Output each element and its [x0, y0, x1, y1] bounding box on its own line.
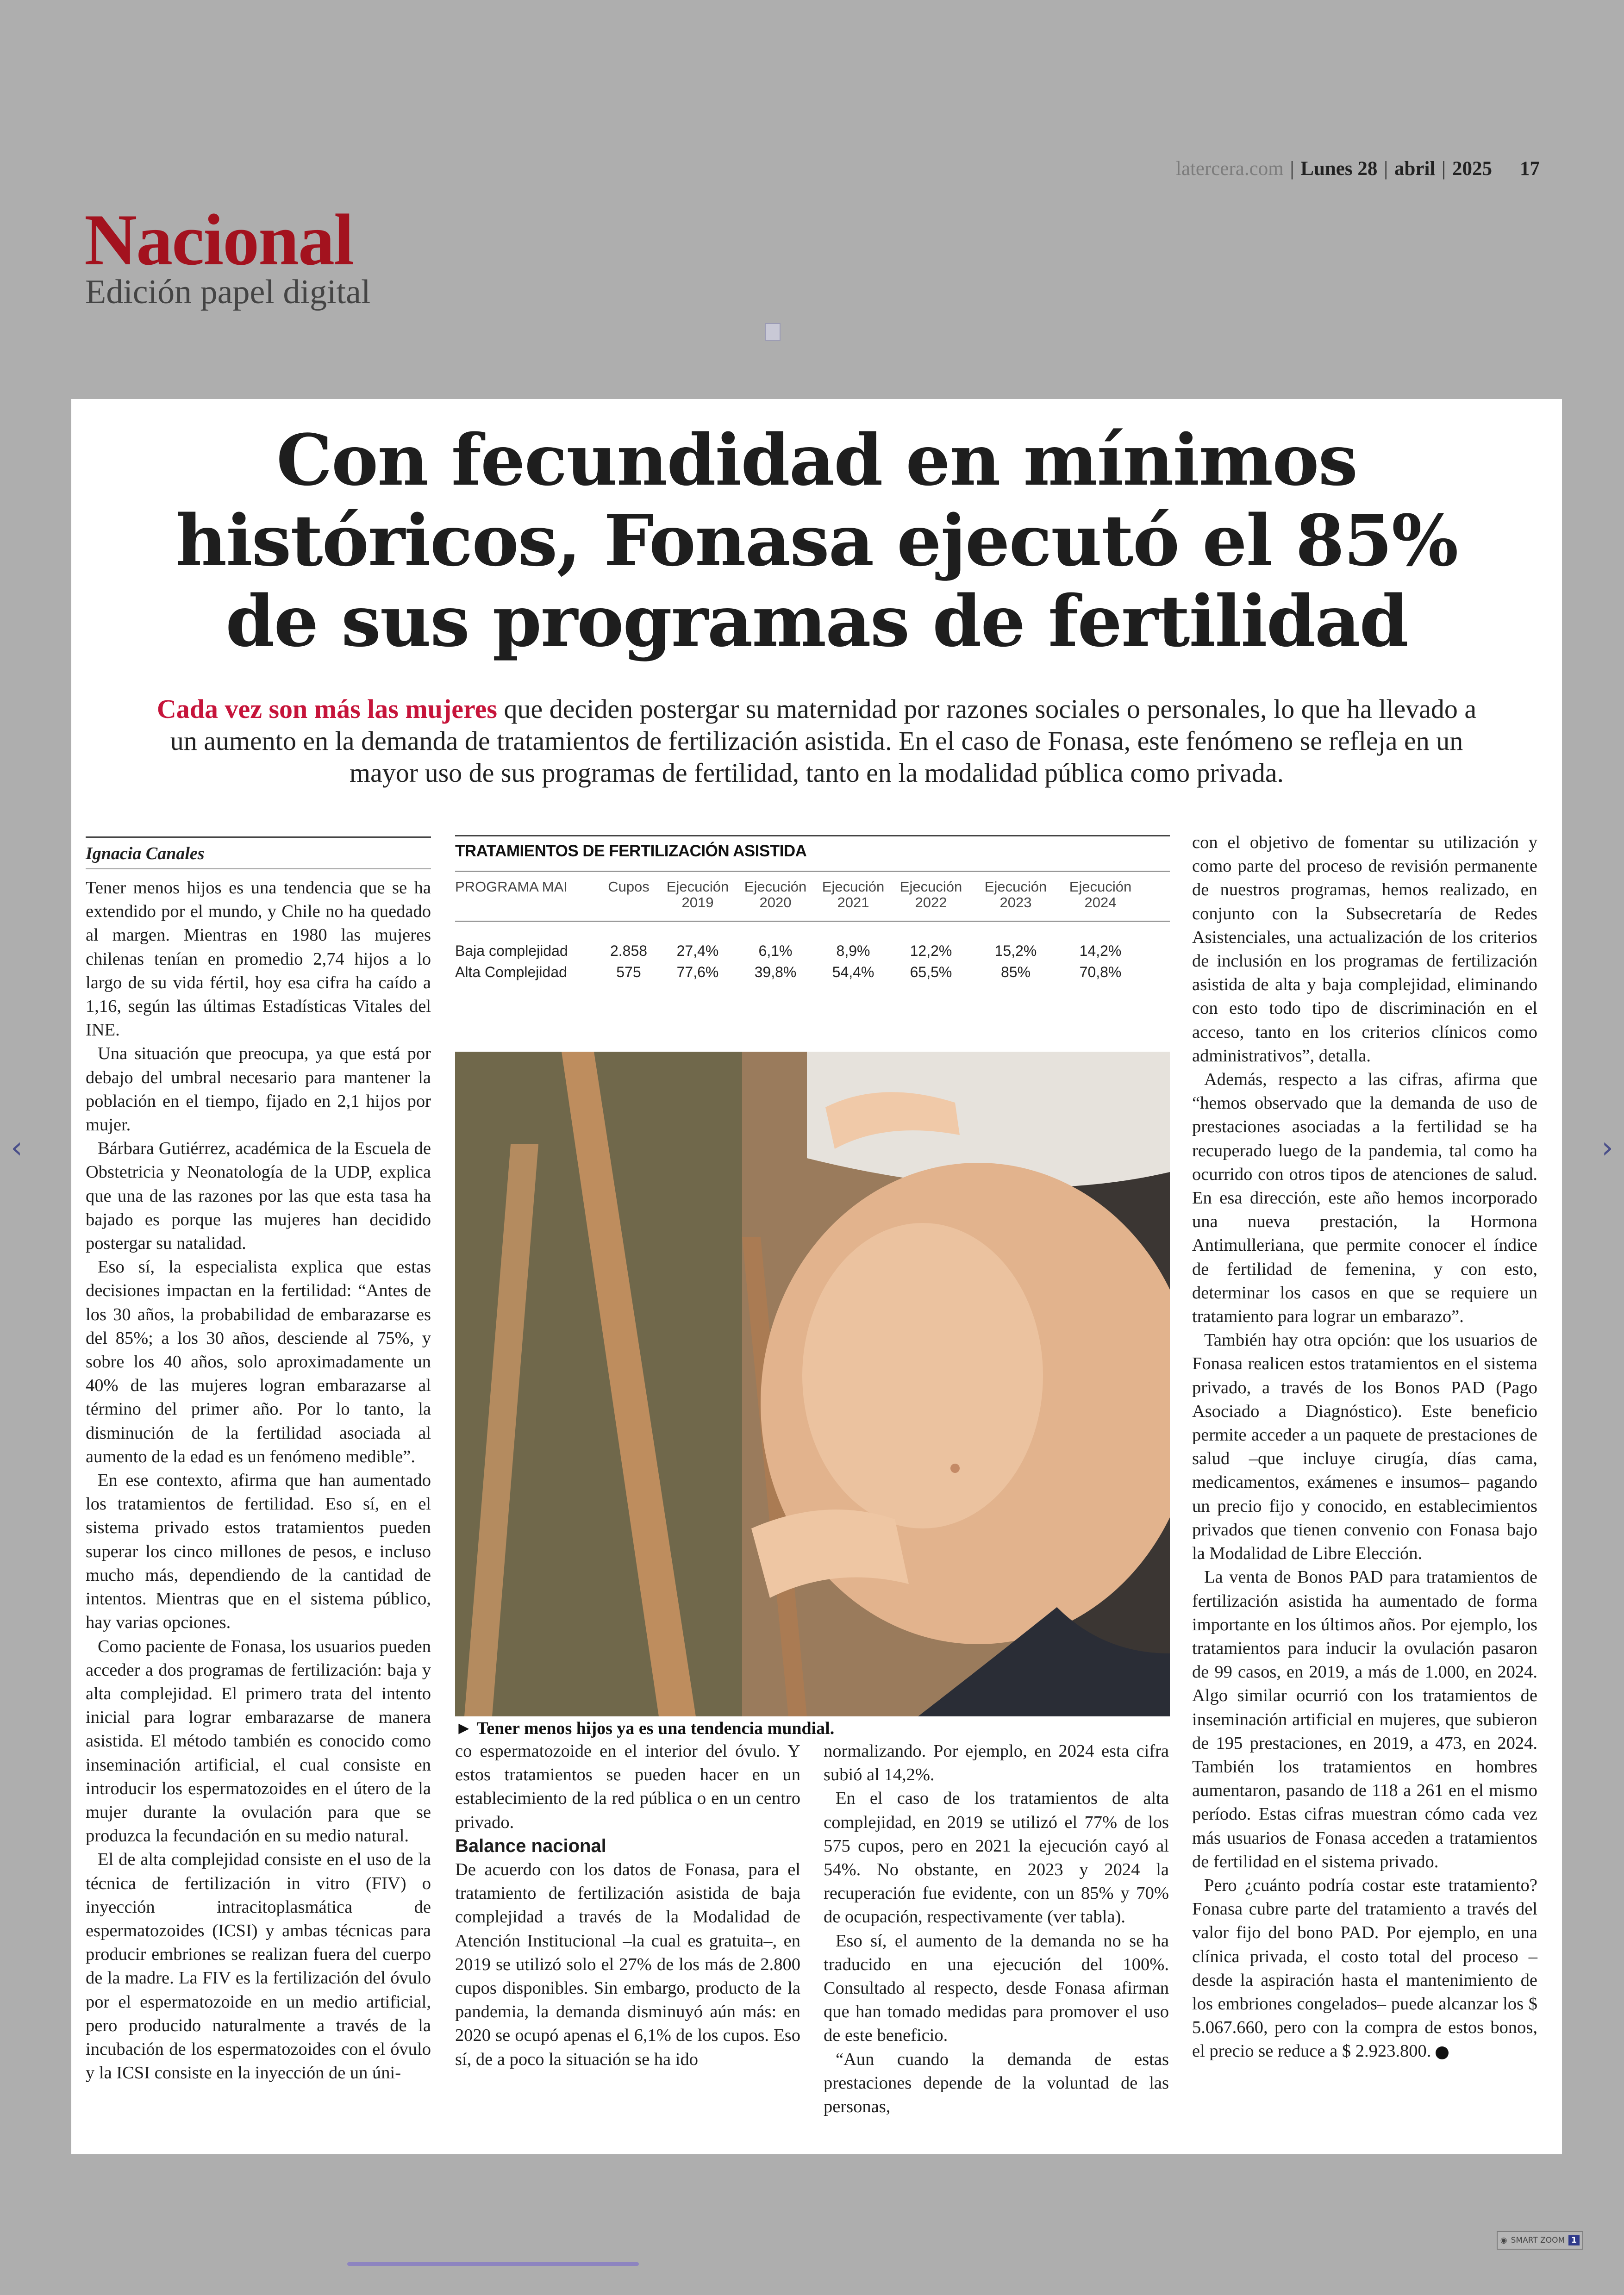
table-cell: 8,9% [836, 942, 870, 959]
table-cell: 39,8% [754, 964, 797, 980]
table-cell: 12,2% [910, 942, 952, 959]
paragraph: con el objetivo de fomentar su utilización y como parte del proceso de revisión permanente de nuestros programas, hemos realizado, en conjunto con la Subsecretaría de Redes Asistenciales, una actualización de los criterios de inclusión en los programas de fertilización asistida de alta y baja complejidad, eliminando con esto todo tipo de discriminación en el acceso, tanto en los criterios clínicos como administrativos”, detalla. [1192, 833, 1537, 1066]
site-name: latercera.com [1175, 158, 1284, 180]
article-column-1 [86, 876, 431, 2085]
issue-year: 2025 [1452, 158, 1492, 180]
paragraph: Eso sí, la especialista explica que estas decisiones impactan en la fertilidad: “Antes de los 30 años, la probabilidad de embarazarse es del 85%; a los 30 años, desciende al 75%, y sobre los 40 años, solo aproximadamente un 40% de las mujeres logran embarazarse al término del primer año. Por lo tanto, la disminución de la fertilidad asociada al aumento de la edad es un fenómeno medible”. [86, 1257, 431, 1466]
table-cell: 54,4% [832, 964, 874, 980]
table-cell: Baja complejidad [455, 942, 568, 959]
table-cell: 70,8% [1079, 964, 1122, 980]
table-cell: 27,4% [676, 942, 719, 959]
table-header-cell: Ejecución 2020 [744, 879, 807, 911]
smart-zoom-label: SMART ZOOM [1511, 2236, 1565, 2245]
edition-label: Edición papel digital [85, 273, 371, 311]
article-column-2 [455, 1740, 800, 2071]
table-cell: Alta Complejidad [455, 964, 567, 980]
paragraph: De acuerdo con los datos de Fonasa, para el tratamiento de fertilización asistida de baja complejidad a través de la Modalidad de Atención Institucional –la cual es gratuita–, en 2019 se utilizó solo el 27% de los más de 2.800 cupos disponibles. Sin embargo, producto de la pandemia, la demanda disminuyó aún más: en 2020 se ocupó apenas el 6,1% de los cupos. Eso sí, de a poco la situación se ha ido [455, 1860, 800, 2069]
paragraph: También hay otra opción: que los usuarios de Fonasa realicen estos tratamientos en el sistema privado, a través de los Bonos PAD (Pago Asociado a Diagnóstico). Este beneficio permite acceder a un paquete de prestaciones de salud –que incluye cirugía, días cama, medicamentos, exámenes e insumos– pagando un precio fijo y conocido, en establecimientos privados que tienen convenio con Fonasa bajo la Modalidad de Libre Elección. [1192, 1330, 1537, 1564]
page-scroll-progress[interactable] [347, 2262, 639, 2266]
paragraph: Además, respecto a las cifras, afirma que “hemos observado que la demanda de uso de prestaciones asociadas a la fertilidad se ha recuperado luego de la pandemia, tal como ha ocurrido con otros tipos de atenciones de salud. En esa dirección, este año hemos incorporado una nueva prestación, la Hormona Antimulleriana, que permite conocer el índice de fertilidad de femenina, y con esto, determinar los casos en que se requiere un tratamiento para lograr un embarazo”. [1192, 1070, 1537, 1327]
paragraph-text: Pero ¿cuánto podría costar este tratamiento? Fonasa cubre parte del tratamiento a través del valor fijo del bono PAD. Por ejemplo, en una clínica privada, el costo total del proceso –desde la aspiración hasta el mantenimiento de los embriones congelados– puede alcanzar los $ 5.067.660, pero con la compra de estos bonos, el precio se reduce a $ 2.923.800. [1192, 1875, 1537, 2061]
smart-zoom-badge: 1 [1568, 2235, 1580, 2245]
article-lead [145, 693, 1488, 789]
chevron-right-icon[interactable]: › [1601, 1131, 1613, 1165]
table-header-cell: Ejecución 2023 [984, 879, 1047, 911]
article-headline: Con fecundidad en mínimos históricos, Fonasa ejecutó el 85% de sus programas de fertilidad [175, 418, 1458, 662]
table-row [455, 938, 1170, 960]
lead-text: que deciden postergar su maternidad por razones sociales o personales, lo que ha llevado a un aumento en la demanda de tratamientos de fertilización asistida. En el caso de Fonasa, este fenómeno se refleja en un mayor uso de sus programas de fertilidad, tanto en la modalidad pública como privada. [170, 694, 1477, 788]
paragraph: Bárbara Gutiérrez, académica de la Escuela de Obstetricia y Neonatología de la UDP, explica que una de las razones por las que esta tasa ha bajado es porque las mujeres han decidido postergar su natalidad. [86, 1139, 431, 1254]
photo-caption: ► Tener menos hijos ya es una tendencia mundial. [455, 1719, 835, 1738]
paragraph: co espermatozoide en el interior del óvulo. Y estos tratamientos se pueden hacer en un establecimiento de la red pública o en un centro privado. [455, 1741, 800, 1832]
byline: Ignacia Canales [86, 836, 431, 869]
table-cell: 2.858 [610, 942, 648, 959]
section-subheading: Balance nacional [455, 1835, 606, 1856]
table-title: TRATAMIENTOS DE FERTILIZACIÓN ASISTIDA [455, 835, 1170, 872]
table-cell: 15,2% [994, 942, 1037, 959]
paragraph: normalizando. Por ejemplo, en 2024 esta cifra subió al 14,2%. [824, 1741, 1169, 1785]
table-header-cell: Ejecución 2019 [666, 879, 729, 911]
page-number: 17 [1520, 158, 1540, 180]
newspaper-page [71, 399, 1562, 2154]
paragraph: Tener menos hijos es una tendencia que se ha extendido por el mundo, y Chile no ha quedado al margen. Mientras en 1980 las mujeres chilenas tenían en promedio 2,74 hijos a lo largo de su vida fértil, hoy esa cifra ha caído a 1,16, según las últimas Estadísticas Vitales del INE. [86, 878, 431, 1040]
chevron-left-icon[interactable]: ‹ [11, 1131, 23, 1165]
paragraph: Una situación que preocupa, ya que está por debajo del umbral necesario para mantener la población en el tiempo, fijado en 2,1 hijos por mujer. [86, 1044, 431, 1135]
article-photo[interactable] [455, 1052, 1170, 1716]
table-cell: 85% [1000, 964, 1031, 980]
paragraph: En el caso de los tratamientos de alta complejidad, en 2019 se utilizó el 77% de los 575 cupos, pero en 2021 la ejecución cayó al 54%. No obstante, en 2023 y 2024 la recuperación fue evidente, con un 85% y 70% de ocupación, respectivamente (ver tabla). [824, 1789, 1169, 1927]
table-header-cell: Ejecución 2024 [1069, 879, 1132, 911]
table-header-row [455, 872, 1170, 922]
paragraph: El de alta complejidad consiste en el uso de la técnica de fertilización in vitro (FIV) o inyección intracitoplasmática de espermatozoides (ICSI) y ambas técnicas para producir embriones se realizan fuera del cuerpo de la madre. La FIV es la fertilización del óvulo por el espermatozoide en un medio artificial, pero producido naturalmente a través de la incubación de los espermatozoides con el óvulo y la ICSI consiste en la inyección de un úni- [86, 1850, 431, 2083]
table-header-cell: Ejecución 2022 [899, 879, 962, 911]
table-cell: 14,2% [1079, 942, 1122, 959]
issue-day: Lunes 28 [1300, 158, 1378, 180]
paragraph: Como paciente de Fonasa, los usuarios pueden acceder a dos programas de fertilización: baja y alta complejidad. El primero trata del intento inicial para lograr embarazarse de manera asistida. El método también es conocido como inseminación artificial, el cual consiste en introducir los espermatozoides en el útero de la mujer durante la ovulación para que se produzca la fecundación en su medio natural. [86, 1636, 431, 1846]
table-header-cell: PROGRAMA MAI [455, 879, 568, 895]
article-column-4 [1192, 831, 1537, 2064]
pregnant-belly-illustration [455, 1052, 1170, 1716]
fertility-table [455, 835, 1170, 981]
smart-zoom-button[interactable] [1497, 2231, 1583, 2250]
paragraph: Eso sí, el aumento de la demanda no se ha traducido en una ejecución del 100%. Consultado al respecto, desde Fonasa afirman que han tomado medidas para promover el uso de este beneficio. [824, 1931, 1169, 2046]
eye-icon: ◉ [1500, 2236, 1507, 2245]
table-cell: 575 [616, 964, 641, 980]
paragraph: La venta de Bonos PAD para tratamientos de fertilización asistida ha aumentado de forma importante en los últimos años. Por ejemplo, los tratamientos para inducir la ovulación pasaron de 99 casos, en 2019, a más de 1.000, en 2024. Algo similar ocurrió con los tratamientos de inseminación artificial en mujeres, que subieron de 195 prestaciones, en 2019, a 473, en 2024. También los tratamientos en hombres aumentaron, pasando de 118 a 261 en el mismo período. Estas cifras muestran cómo cada vez más usuarios de Fonasa acceden a tratamientos de fertilidad en el sistema privado. [1192, 1567, 1537, 1871]
table-header-cell: Cupos [608, 879, 650, 895]
page-header-bar: latercera.com | Lunes 28 | abril | 2025 17 [1175, 158, 1540, 180]
issue-month: abril [1394, 158, 1436, 180]
end-of-article-icon [1436, 2046, 1449, 2059]
paragraph: En ese contexto, afirma que han aumentado los tratamientos de fertilidad. Eso sí, en el sistema privado estos tratamientos pueden superar los cinco millones de pesos, e incluso mucho más, dependiendo de la cantidad de intentos. Mientras que en el sistema público, hay varias opciones. [86, 1471, 431, 1633]
table-header-cell: Ejecución 2021 [822, 879, 885, 911]
lead-kicker: Cada vez son más las mujeres [156, 694, 497, 724]
table-cell: 6,1% [758, 942, 793, 959]
table-cell: 77,6% [676, 964, 719, 980]
paragraph: “Aun cuando la demanda de estas prestaciones depende de la voluntad de las personas, [824, 2049, 1169, 2117]
page-thumbnail-icon[interactable] [765, 323, 781, 341]
paragraph [1192, 1874, 1537, 2064]
section-title: Nacional [84, 200, 353, 281]
table-row [455, 960, 1170, 981]
table-cell: 65,5% [910, 964, 952, 980]
article-column-3 [824, 1740, 1169, 2119]
